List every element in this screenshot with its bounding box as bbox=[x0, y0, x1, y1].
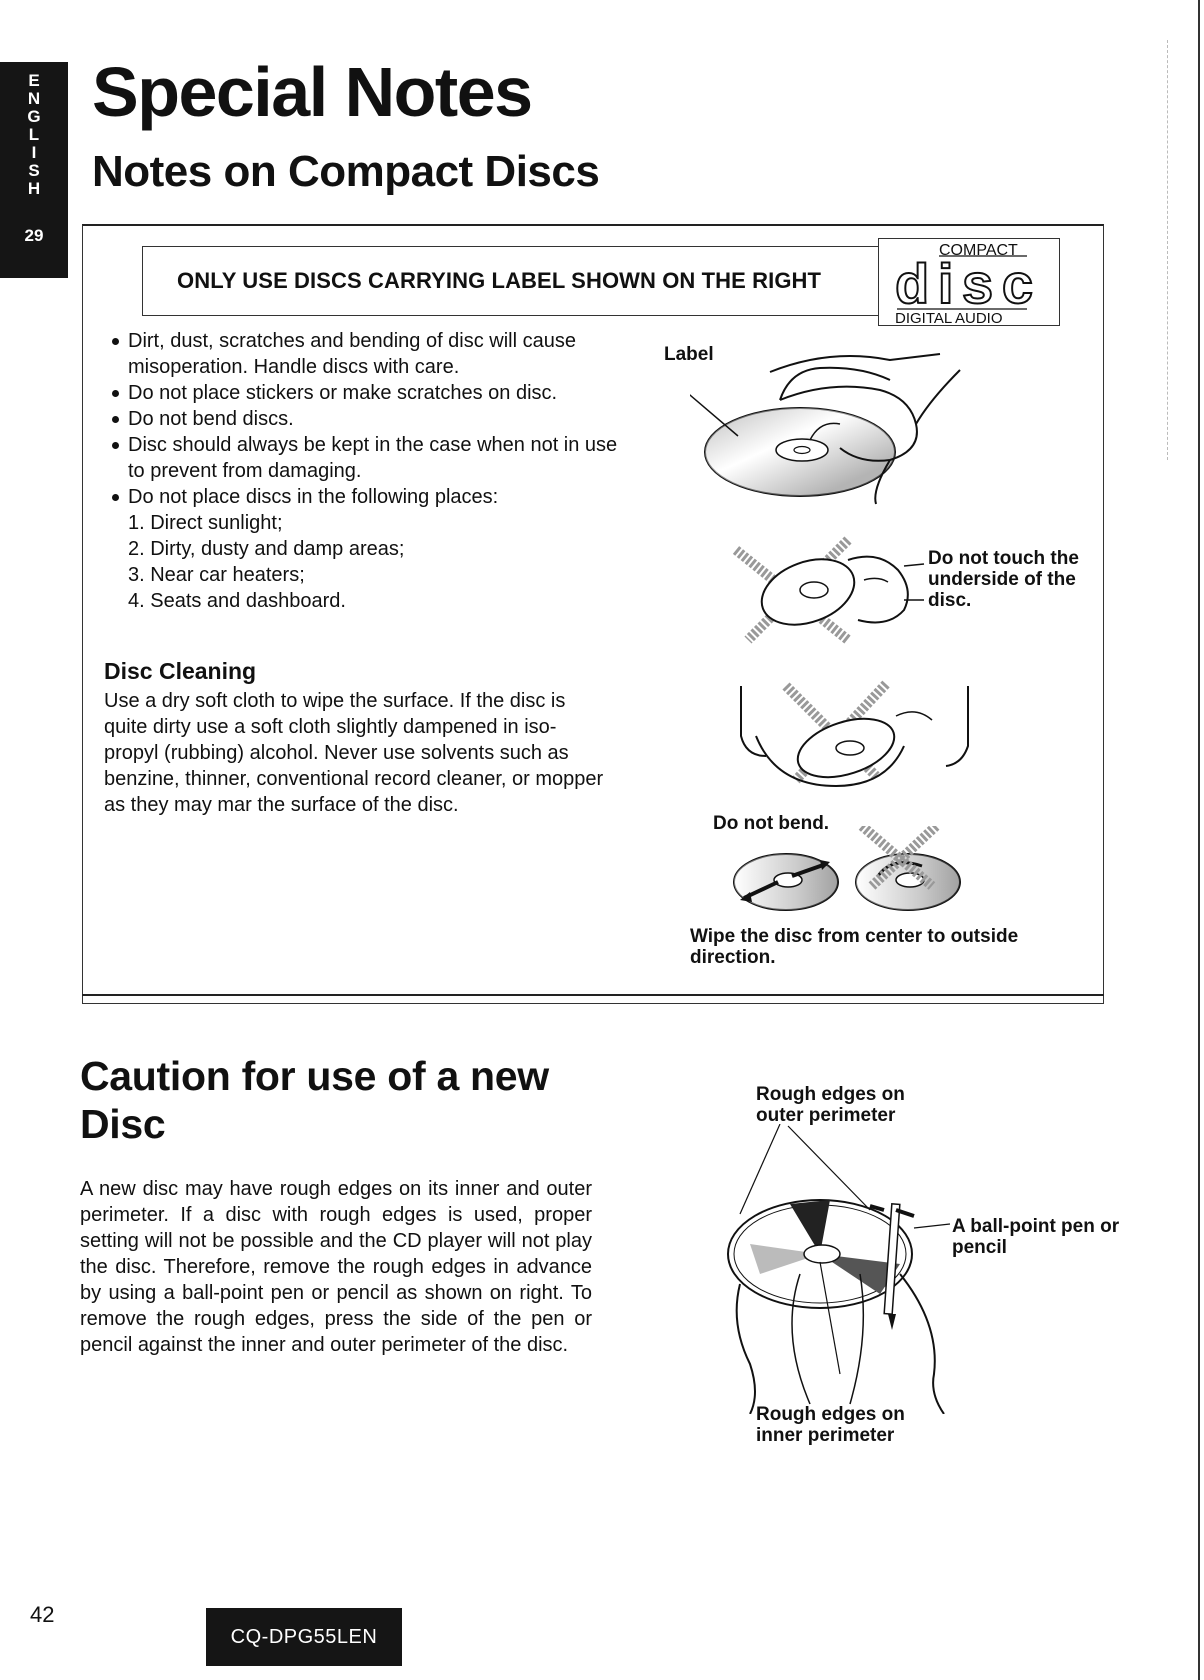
hand-holding-disc-illustration bbox=[690, 340, 980, 510]
logo-top-text: COMPACT bbox=[939, 242, 1018, 259]
disc-cleaning-title: Disc Cleaning bbox=[104, 658, 257, 684]
tab-letter: H bbox=[27, 179, 41, 198]
binding-line bbox=[1167, 40, 1168, 460]
do-not-bend-illustration bbox=[736, 676, 976, 816]
section-title: Notes on Compact Discs bbox=[92, 147, 600, 196]
do-not-touch-underside-illustration bbox=[728, 520, 928, 660]
list-item: Dirt, dust, scratches and bending of disc will cause misoperation. Handle discs with care. bbox=[110, 328, 630, 380]
tab-page-number: 29 bbox=[24, 226, 44, 245]
do-not-touch-caption: Do not touch the underside of the disc. bbox=[928, 548, 1079, 611]
label-caption: Label bbox=[664, 344, 714, 365]
ball-point-pen-caption: A ball-point pen or pencil bbox=[952, 1216, 1120, 1258]
page-title: Special Notes bbox=[92, 53, 532, 131]
place-item: 1. Direct sunlight; bbox=[128, 512, 283, 534]
tab-letter: N bbox=[27, 89, 41, 108]
wipe-direction-illustration bbox=[722, 826, 1002, 926]
place-item: 3. Near car heaters; bbox=[128, 564, 305, 586]
tab-letter: S bbox=[28, 161, 40, 180]
list-item: Do not place stickers or make scratches on disc. bbox=[110, 380, 630, 406]
handling-list bbox=[110, 328, 630, 614]
rough-inner-caption: Rough edges on inner perimeter bbox=[756, 1404, 905, 1446]
language-tab-letters bbox=[27, 72, 40, 198]
tab-letter: I bbox=[31, 143, 37, 162]
list-item: Do not place discs in the following places: bbox=[110, 484, 630, 510]
notice-box bbox=[142, 246, 878, 316]
notice-text: ONLY USE DISCS CARRYING LABEL SHOWN ON THE RIGHT bbox=[177, 268, 822, 293]
wipe-caption: Wipe the disc from center to outside direction. bbox=[690, 926, 1019, 968]
language-tab bbox=[0, 62, 68, 278]
place-item: 2. Dirty, dusty and damp areas; bbox=[128, 538, 405, 560]
logo-bottom-text: DIGITAL AUDIO bbox=[895, 310, 1003, 327]
list-item: Disc should always be kept in the case when not in use to prevent from damaging. bbox=[110, 432, 630, 484]
page-number: 42 bbox=[30, 1602, 55, 1627]
rough-outer-caption: Rough edges on outer perimeter bbox=[756, 1084, 905, 1126]
caution-body: A new disc may have rough edges on its inner and outer perimeter. If a disc with rough edges is used, proper setting will not be possible and the CD player will not play the disc. Therefore, remove the rough edges in advance by using a ball-point pen or pencil as shown on right. To remove the rough edges, press the side of the pen or pencil against the inner and outer perimeter of the disc. bbox=[80, 1178, 592, 1356]
list-item: Do not bend discs. bbox=[110, 406, 630, 432]
do-not-bend-caption: Do not bend. bbox=[713, 813, 830, 834]
tab-letter: E bbox=[28, 71, 40, 90]
tab-letter: G bbox=[27, 107, 41, 126]
rough-edges-illustration bbox=[720, 1124, 970, 1414]
disc-cleaning-body: Use a dry soft cloth to wipe the surface. If the disc is quite dirty use a soft cloth slightly dampened in iso-propyl (rubbing) alcohol. Never use solvents such as benzine, thinner, conventional record cleaner, or mopper as they may mar the surface of the disc. bbox=[104, 690, 604, 816]
frame-divider bbox=[82, 994, 1104, 996]
places-list bbox=[110, 510, 630, 614]
caution-title: Caution for use of a new Disc bbox=[80, 1053, 549, 1147]
logo-main-text: disc bbox=[895, 252, 1035, 315]
compact-disc-logo bbox=[878, 238, 1060, 326]
model-badge: CQ-DPG55LEN bbox=[206, 1608, 402, 1666]
page-edge bbox=[1198, 0, 1200, 1680]
tab-letter: L bbox=[28, 125, 40, 144]
place-item: 4. Seats and dashboard. bbox=[128, 590, 346, 612]
